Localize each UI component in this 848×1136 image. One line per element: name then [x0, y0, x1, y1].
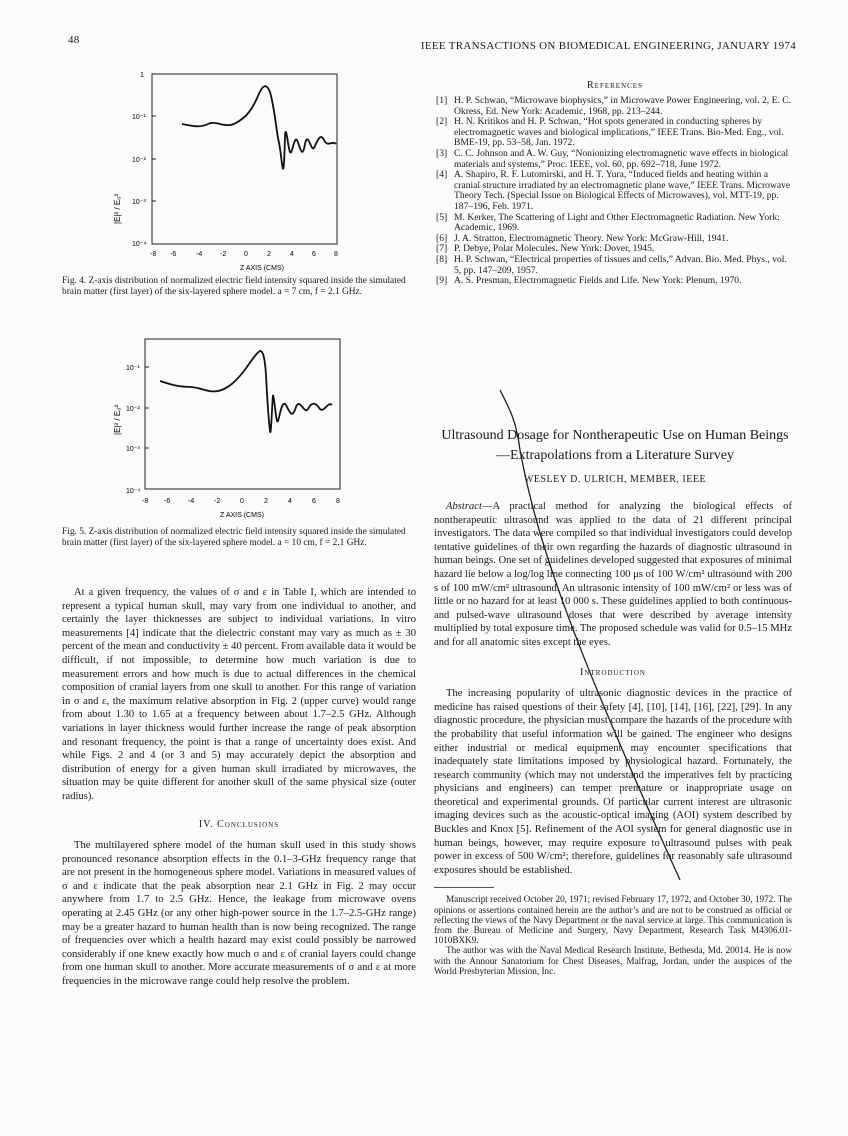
ref-num: [3]	[436, 147, 448, 159]
fig5-xtick-4: -2	[214, 498, 221, 505]
conclusions-heading: IV. Conclusions	[198, 818, 280, 830]
figure-4-plot	[100, 66, 400, 276]
footnote-2: The author was with the Naval Medical Research Institute, Bethesda, Md. 20014. He is now with the Annour Sanatorium for Chest Diseases, Malfrag, Jordan, under the auspices of the World Presbyterian Mission, Inc.	[434, 945, 792, 976]
figure-4-caption: Fig. 4. Z-axis distribution of normalized electric field intensity squared inside the simulated brain matter (first layer) of the six-layered sphere model. a = 7 cm, f = 2.1 GHz.	[62, 276, 406, 297]
page-number: 48	[68, 34, 80, 46]
ref-text: C. C. Johnson and A. W. Guy, “Nonionizing electromagnetic wave effects in biological materials and systems,” Proc. IEEE, vol. 60, pp. 692–718, June 1972.	[454, 147, 789, 170]
fig4-xtick-8: 6	[312, 251, 316, 258]
introduction-heading: Introduction	[580, 666, 646, 678]
figure-5-frame	[145, 339, 340, 489]
figure-4-frame	[152, 74, 337, 244]
figure-5-xticks	[142, 498, 340, 505]
fig5-xtick-9: 8	[336, 498, 340, 505]
reference-item	[436, 255, 794, 276]
fig4-xtick-4: -2	[220, 251, 227, 258]
ref-num: [9]	[436, 275, 448, 287]
ref-text: A. S. Presman, Electromagnetic Fields and Life. New York: Plenum, 1970.	[454, 275, 742, 287]
fig5-xtick-3: -4	[188, 498, 195, 505]
figure-4-curve	[182, 86, 336, 169]
ref-text: A. Shapiro, R. F. Lutomirski, and H. T. Yura, “Induced fields and heating within a cranial structure irradiated by an electromagnetic plane wave,” IEEE Trans. Microwave Theory Tech. (Special Issue on Biological Effects of Microwaves), vol. MTT-19, pp. 187–196, Feb. 1971.	[454, 169, 791, 212]
ref-num: [1]	[436, 95, 448, 106]
fig5-xtick-7: 4	[288, 498, 292, 505]
references-heading: References	[587, 80, 643, 91]
figure-5-plot	[100, 335, 400, 525]
abstract-text: —A practical method for analyzing the biological effects of nontherapeutic ultrasound was applied to the data of 21 different principal investigators. The data were compiled so that individual investigators could develop tentative guidelines of their own regarding the hazards of diagnostic ultrasound in human beings. One set of guidelines developed suggested that exposures of minimal hazard lie below a log/log line connecting 100 μs of 100 W/cm² ultrasound with 200 s of 100 mW/cm² ultrasound. An ultrasonic intensity of 100 mW/cm² or less was of little or no hazard for at least 10 000 s. These guidelines applied to both continuous- and pulsed-wave ultrasound doses that were described by average intensity multiplied by total exposure time. The proposed schedule was valid for 0.5–15 MHz and for all anatomic sites except the eyes.	[434, 501, 792, 648]
figure-5	[100, 335, 400, 525]
ref-text: M. Kerker, The Scattering of Light and Other Electromagnetic Radiation. New York: Academic, 1969.	[454, 211, 780, 234]
fig5-ytick-3: 10⁻³	[126, 446, 140, 453]
figure-5-caption: Fig. 5. Z-axis distribution of normalized electric field intensity squared inside the simulated brain matter (first layer) of the six-layered sphere model. a = 10 cm, f = 2.1 GHz.	[62, 527, 406, 548]
figure-4-xticks	[150, 251, 338, 258]
reference-item	[436, 213, 794, 234]
fig4-xtick-7: 4	[290, 251, 294, 258]
left-para-2: The multilayered sphere model of the human skull used in this study shows pronounced resonance absorption effects in the 0.1–3-GHz frequency range that are not present in the homogeneous sphere model. Variations in measured values of σ and ε indicate that the peak absorption near 2.1 GHz in Fig. 2 may occur anywhere from 1.7 to 2.5 GHz. Hence, the leakage from microwave ovens operating at 2.45 GHz (or any other high-power source in the 1.7–2.5-GHz range) may be a greater hazard to human health than is now being recognized. The range of frequencies over which a health hazard may exist could possibly be narrowed considerably if one knew exactly how much σ and ε of cranial layers could change from one human skull to another. More accurate measurements of σ and ε at more frequencies in the microwave range could help resolve the problem.	[62, 840, 416, 988]
fig4-ytick-4: 10⁻³	[132, 199, 146, 206]
fig4-ylabel-text: |E|² / E₀²	[113, 193, 122, 224]
ref-num: [2]	[436, 116, 448, 128]
ref-text: H. P. Schwan, “Electrical properties of tissues and cells,” Advan. Bio. Med. Phys., vol. 5, pp. 147–209, 1957.	[454, 253, 787, 276]
fig5-ytick-2: 10⁻²	[126, 406, 140, 413]
fig5-xtick-6: 2	[264, 498, 268, 505]
fig5-ytick-1: 10⁻¹	[126, 365, 140, 372]
reference-item	[436, 117, 794, 149]
ref-num: [5]	[436, 211, 448, 223]
fig5-xtick-8: 6	[312, 498, 316, 505]
left-para-1: At a given frequency, the values of σ and ε in Table I, which are intended to represent a typical human skull, may vary from one individual to another, and certainly the layer thicknesses are subject to individual variations. In vitro measurements [4] indicate that the dielectric constant may vary as much as ± 30 percent of the mean and conductivity ± 40 percent. From available data it would be difficult, if not impossible, to determine how much variation is due to measurement errors and how much is due to actual differences in the chemical composition of cranial layers from one skull to another. For this range of variation in σ and ε, the maximum relative absorption in Fig. 2 (upper curve) would range from about 1.30 to 1.65 at a frequency between about 1.7–2.5 GHz. Although variations in layer thickness would further increase the range of peak absorption and resonant frequency, the point is that a range of uncertainty does exist. And while Figs. 2 and 4 (or 3 and 5) may accurately depict the absorption and distribution of energy for a given human skull irradiated by microwaves, the situation may be quite different for another skull of the same physical size (outer radius).	[62, 587, 416, 802]
references-list	[436, 96, 794, 287]
fig4-ytick-1: 1	[140, 72, 144, 79]
introduction-text: The increasing popularity of ultrasonic diagnostic devices in the practice of medicine has raised questions of their safety [4], [10], [14], [16], [22], [29]. In any diagnostic procedure, the physician must compare the hazards of the procedure with the probability that useful information will be gained. The engineer who designs either industrial or medical equipment may encounter specifications that inadequately state limitations imposed by physiological hazard. Fortunately, the research community (which may not understand the imperatives felt by practicing physicians and engineers) can temper premature or inappropriate usage on theoretical and experimental grounds. Of particular current interest are ultrasonic imaging devices such as the acoustic-optical imaging (AOI) system described by Buckles and Knox [5]. Refinement of the AOI system for general diagnostic use in human beings, however, may require exposure to ultrasound pulses with peak power in excess of 500 W/cm²; therefore, guidelines for reasonably safe ultrasound exposures should be established.	[434, 688, 792, 876]
ref-text: H. N. Kritikos and H. P. Schwan, “Hot spots generated in conducting spheres by electromagnetic waves and biological implications,” IEEE Trans. Bio-Med. Eng., vol. BME-19, pp. 53–58, Jan. 1972.	[454, 116, 784, 149]
left-column	[62, 586, 416, 989]
ref-text: J. A. Stratton, Electromagnetic Theory. New York: McGraw-Hill, 1941.	[454, 232, 729, 244]
fig5-xtick-1: -8	[142, 498, 149, 505]
journal-header: IEEE TRANSACTIONS ON BIOMEDICAL ENGINEERING, JANUARY 1974	[420, 40, 796, 52]
reference-item	[436, 170, 794, 212]
fig5-xlabel: Z AXIS (CMS)	[220, 512, 264, 519]
abstract-label: Abstract	[446, 501, 482, 512]
fig5-ylabel-text: |E|² / E₀²	[113, 404, 122, 435]
footnote-1: Manuscript received October 20, 1971; revised February 17, 1972, and October 30, 1972. The opinions or assertions contained herein are the author’s and are not to be construed as official or reflecting the views of the Navy Department or the naval service at large. This communication is from the Bureau of Medicine and Surgery, Navy Department, Research Task M4306.01-1010BXK9.	[434, 894, 792, 946]
fig4-xtick-5: 0	[244, 251, 248, 258]
fig5-xtick-2: -6	[164, 498, 171, 505]
figure-4	[100, 66, 400, 276]
fig5-xtick-5: 0	[240, 498, 244, 505]
figure-4-ylabel	[113, 194, 122, 224]
reference-item	[436, 96, 794, 117]
fig4-ytick-5: 10⁻⁴	[132, 241, 147, 248]
fig4-ytick-2: 10⁻¹	[132, 114, 146, 121]
pen-stroke-mark	[480, 380, 700, 890]
ref-num: [4]	[436, 169, 448, 181]
ref-num: [7]	[436, 243, 448, 255]
fig4-xtick-6: 2	[267, 251, 271, 258]
figure-5-curve	[160, 351, 332, 432]
reference-item	[436, 149, 794, 170]
article-title: Ultrasound Dosage for Nontherapeutic Use on Human Beings—Extrapolations from a Literature Survey	[441, 428, 789, 463]
article-author: WESLEY D. ULRICH, MEMBER, IEEE	[523, 474, 707, 485]
ref-text: P. Debye, Polar Molecules. New York: Dover, 1945.	[454, 243, 655, 255]
fig4-xtick-1: -8	[150, 251, 157, 258]
ref-text: H. P. Schwan, “Microwave biophysics,” in Microwave Power Engineering, vol. 2, E. C. Okress, Ed. New York: Academic, 1968, pp. 213–244.	[454, 95, 792, 117]
fig4-xlabel: Z AXIS (CMS)	[240, 265, 284, 272]
ref-num: [6]	[436, 232, 448, 244]
reference-item	[436, 276, 794, 287]
fig4-xtick-9: 8	[334, 251, 338, 258]
fig4-xtick-2: -6	[170, 251, 177, 258]
fig5-ytick-4: 10⁻⁴	[126, 488, 141, 495]
fig4-xtick-3: -4	[196, 251, 203, 258]
fig4-ytick-3: 10⁻²	[132, 157, 146, 164]
figure-5-yticks	[126, 365, 149, 495]
ref-num: [8]	[436, 253, 448, 265]
